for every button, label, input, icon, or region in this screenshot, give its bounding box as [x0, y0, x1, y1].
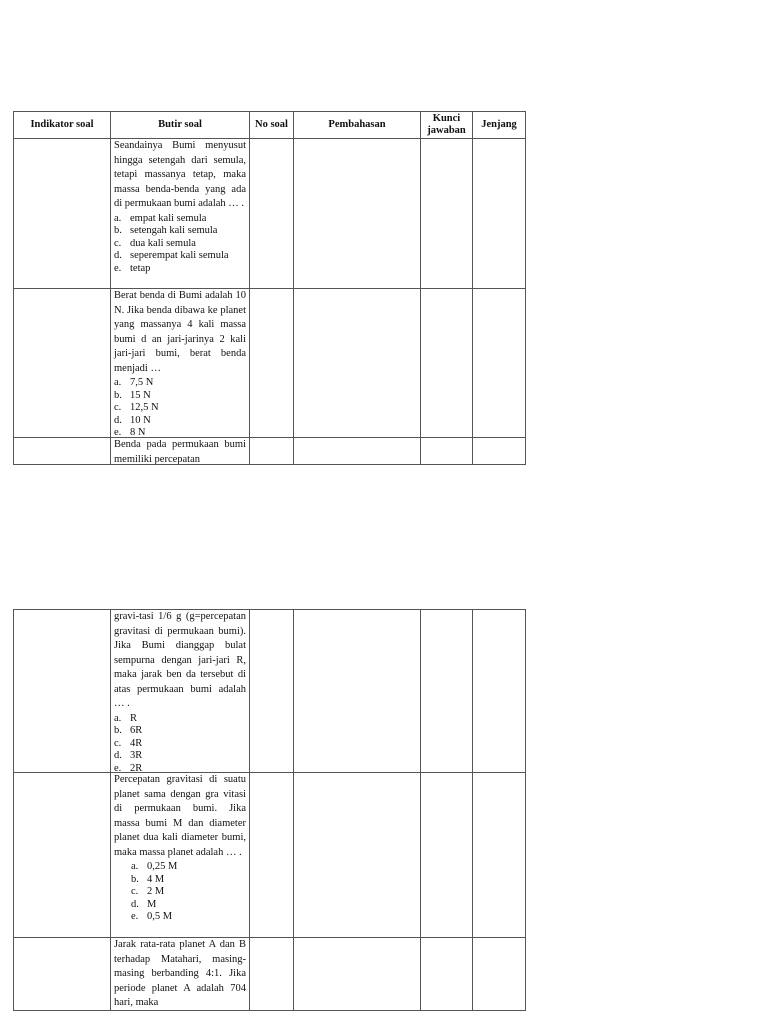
option-d: d. 10 N: [114, 414, 151, 426]
table-row-question-2: [14, 289, 526, 438]
pembahasan-cell: [294, 139, 421, 289]
pembahasan-cell: [294, 773, 421, 938]
question-table-page-2: [13, 609, 526, 1011]
header-row: [14, 112, 526, 139]
option-d: d. 3R: [114, 750, 143, 761]
answer-options: [111, 713, 249, 773]
option-c: c. dua kali semula: [114, 237, 196, 249]
pembahasan-cell: [294, 610, 421, 773]
no-soal-cell: [250, 773, 294, 938]
indikator-cell: [14, 610, 111, 773]
header-jenjang: Jenjang: [473, 112, 526, 139]
option-e: e. 8 N: [114, 427, 146, 437]
jenjang-cell: [473, 773, 526, 938]
jenjang-cell: [473, 438, 526, 465]
question-text: gravi-tasi 1/6 g (g=percepatan gravitasi di permukaan bumi). Jika Bumi dianggap bulat sempurna dengan jari-jari R, maka jarak ben da tersebut di atas permukaan bumi adalah … .: [114, 611, 246, 709]
table-row-question-4: [14, 773, 526, 938]
jenjang-cell: [473, 139, 526, 289]
answer-options: [111, 861, 249, 924]
no-soal-cell: [250, 139, 294, 289]
pembahasan-cell: [294, 438, 421, 465]
header-indikator-soal: Indikator soal: [14, 112, 111, 139]
butir-cell: [111, 139, 250, 289]
indikator-cell: [14, 438, 111, 465]
indikator-cell: [14, 139, 111, 289]
header-pembahasan: Pembahasan: [294, 112, 421, 139]
question-table-page-1: [13, 111, 526, 465]
option-a: a. 0,25 M: [131, 861, 178, 872]
header-no-soal: No soal: [250, 112, 294, 139]
no-soal-cell: [250, 289, 294, 438]
no-soal-cell: [250, 938, 294, 1011]
question-text: Percepatan gravitasi di suatu planet sama dengan gra vitasi di permukaan bumi. Jika massa bumi M dan diameter planet dua kali diameter bumi, maka massa planet adalah … .: [114, 774, 246, 858]
jenjang-cell: [473, 938, 526, 1011]
option-d: d. seperempat kali semula: [114, 250, 229, 261]
kunci-cell: [421, 438, 473, 465]
table-row-question-5-start: [14, 938, 526, 1011]
no-soal-cell: [250, 438, 294, 465]
option-c: c. 2 M: [131, 886, 165, 897]
butir-cell: [111, 438, 250, 465]
question-text: Benda pada permukaan bumi memiliki percepatan: [114, 439, 246, 464]
option-e: e. 0,5 M: [131, 911, 173, 922]
kunci-cell: [421, 610, 473, 773]
table-row-question-1: [14, 139, 526, 289]
option-e: e. 2R: [114, 762, 143, 772]
option-a: a. empat kali semula: [114, 212, 207, 224]
answer-options: [111, 377, 249, 437]
indikator-cell: [14, 289, 111, 438]
header-butir-soal: Butir soal: [111, 112, 250, 139]
kunci-cell: [421, 289, 473, 438]
header-kunci-line-1: Kunci: [432, 113, 461, 124]
jenjang-cell: [473, 610, 526, 773]
pembahasan-cell: [294, 938, 421, 1011]
kunci-cell: [421, 938, 473, 1011]
header-kunci-line-2: jawaban: [427, 125, 466, 136]
jenjang-cell: [473, 289, 526, 438]
butir-cell: [111, 289, 250, 438]
option-a: a. 7,5 N: [114, 377, 154, 388]
kunci-cell: [421, 139, 473, 289]
no-soal-cell: [250, 610, 294, 773]
butir-cell: [111, 773, 250, 938]
option-d: d. M: [131, 898, 157, 910]
question-text: Seandainya Bumi menyusut hingga setengah dari semula, tetapi massanya tetap, maka massa benda-benda yang ada di permukaan bumi adalah … .: [114, 140, 246, 209]
kunci-cell: [421, 773, 473, 938]
option-e: e. tetap: [114, 262, 151, 274]
option-b: b. 4 M: [131, 873, 165, 885]
question-text: Berat benda di Bumi adalah 10 N. Jika benda dibawa ke planet yang massanya 4 kali massa bumi d an jari-jarinya 2 kali jari-jari bumi, berat benda menjadi …: [114, 290, 246, 374]
option-c: c. 12,5 N: [114, 402, 159, 413]
butir-cell: [111, 610, 250, 773]
indikator-cell: [14, 938, 111, 1011]
indikator-cell: [14, 773, 111, 938]
option-b: b. 15 N: [114, 389, 151, 401]
pembahasan-cell: [294, 289, 421, 438]
question-text: Jarak rata-rata planet A dan B terhadap Matahari, masing-masing berbanding 4:1. Jika periode planet A adalah 704 hari, maka: [114, 939, 246, 1008]
option-b: b. setengah kali semula: [114, 225, 218, 236]
option-c: c. 4R: [114, 737, 143, 749]
butir-cell: [111, 938, 250, 1011]
table-row-question-3-continued: [14, 610, 526, 773]
header-kunci-jawaban: [421, 112, 473, 139]
option-b: b. 6R: [114, 725, 143, 736]
answer-options: [111, 213, 249, 276]
option-a: a. R: [114, 712, 138, 724]
table-row-question-3-start: [14, 438, 526, 465]
